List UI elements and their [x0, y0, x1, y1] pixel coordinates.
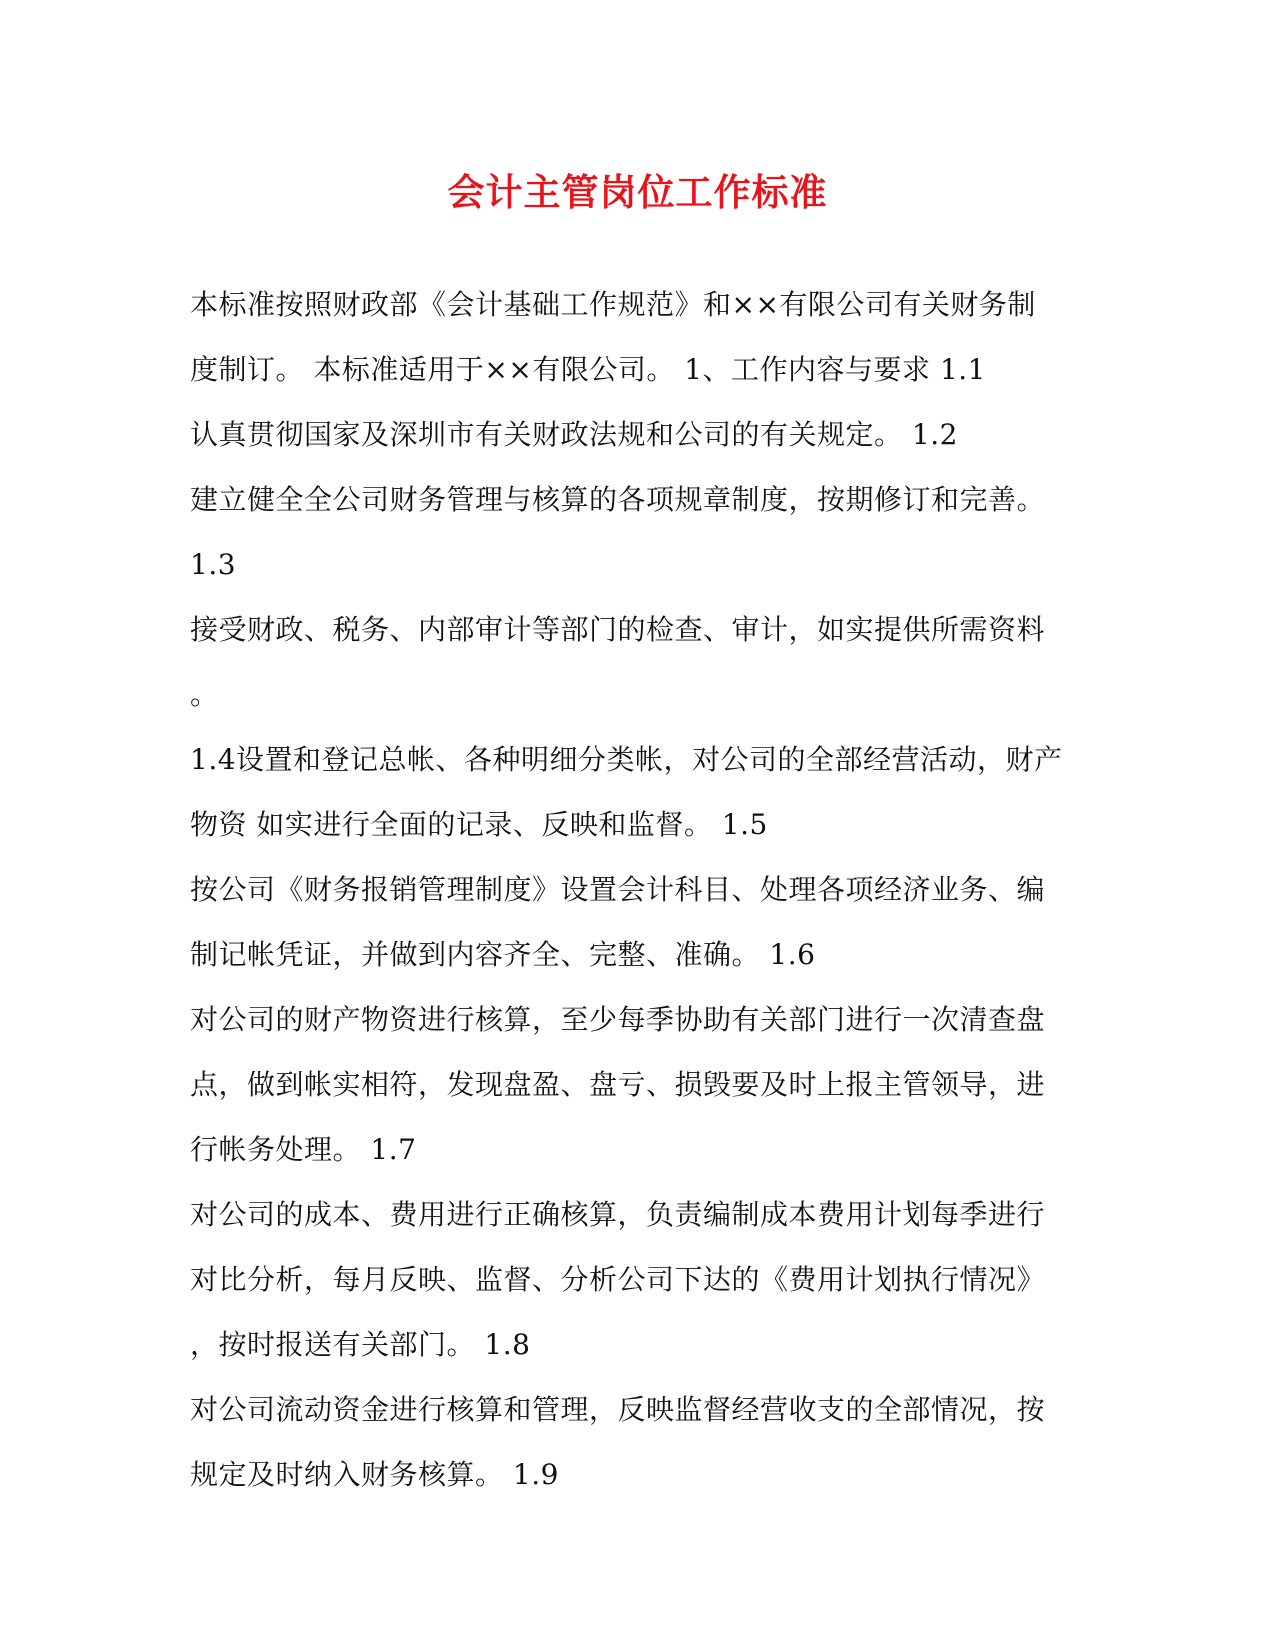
body-line: 制记帐凭证，并做到内容齐全、完整、准确。 1.6 [190, 938, 816, 971]
body-line: 按公司《财务报销管理制度》设置会计科目、处理各项经济业务、编 [190, 873, 1046, 906]
body-line: 行帐务处理。 1.7 [190, 1133, 417, 1166]
body-line: 规定及时纳入财务核算。 1.9 [190, 1458, 559, 1491]
body-line: 1.3 [190, 548, 237, 581]
body-line: 接受财政、税务、内部审计等部门的检查、审计，如实提供所需资料 [190, 613, 1046, 646]
body-line: 1.4设置和登记总帐、各种明细分类帐，对公司的全部经营活动，财产 [190, 743, 1063, 776]
body-line: 对公司的成本、费用进行正确核算，负责编制成本费用计划每季进行 [190, 1198, 1046, 1231]
body-line: 建立健全全公司财务管理与核算的各项规章制度，按期修订和完善。 [190, 483, 1046, 516]
body-line: 本标准按照财政部《会计基础工作规范》和××有限公司有关财务制 [190, 288, 1036, 321]
body-line: ，按时报送有关部门。 1.8 [190, 1328, 531, 1361]
document-body [190, 283, 1090, 1518]
document-title: 会计主管岗位工作标准 [447, 170, 828, 214]
body-line: 物资 如实进行全面的记录、反映和监督。 1.5 [190, 808, 768, 841]
body-line: 认真贯彻国家及深圳市有关财政法规和公司的有关规定。 1.2 [190, 418, 958, 451]
body-line: 度制订。 本标准适用于××有限公司。 1、工作内容与要求 1.1 [190, 353, 986, 386]
body-line: 点，做到帐实相符，发现盘盈、盘亏、损毁要及时上报主管领导，进 [190, 1068, 1046, 1101]
body-line: 对公司的财产物资进行核算，至少每季协助有关部门进行一次清查盘 [190, 1003, 1046, 1036]
body-line: 。 [190, 678, 219, 711]
body-line: 对比分析，每月反映、监督、分析公司下达的《费用计划执行情况》 [190, 1263, 1046, 1296]
body-line: 对公司流动资金进行核算和管理，反映监督经营收支的全部情况，按 [190, 1393, 1046, 1426]
